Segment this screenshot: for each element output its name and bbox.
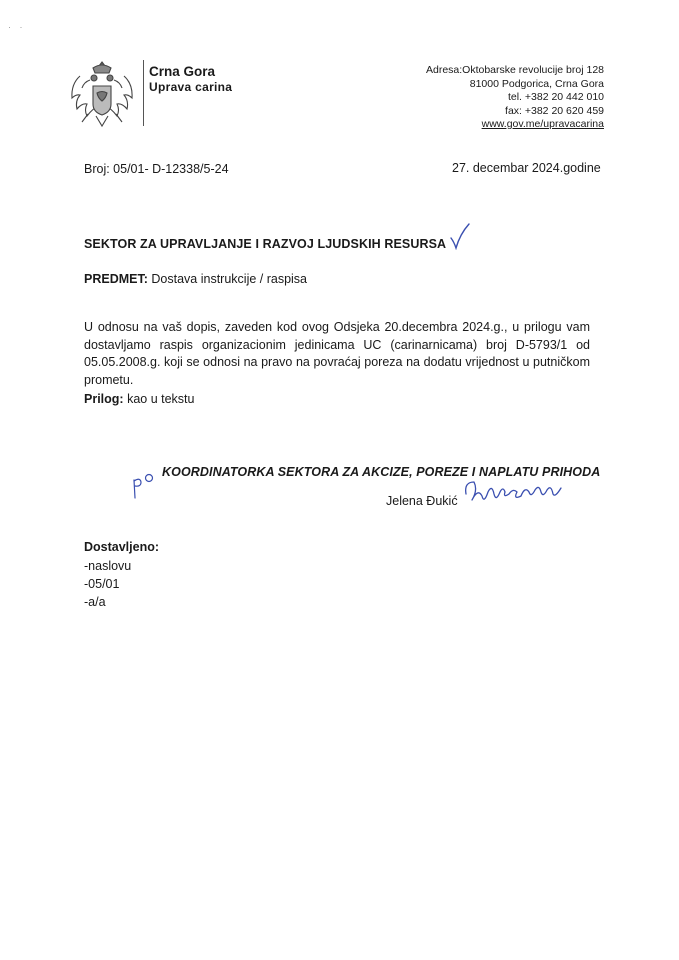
address-line: 81000 Podgorica, Crna Gora (469, 77, 604, 90)
recipient-heading: SEKTOR ZA UPRAVLJANJE I RAZVOJ LJUDSKIH RESURSA (84, 237, 447, 251)
website-link[interactable]: www.gov.me/upravacarina (481, 118, 604, 130)
address-block (426, 64, 604, 132)
subject-label: PREDMET: (84, 272, 148, 286)
address-line: Adresa:Oktobarske revolucije broj 128 (425, 64, 604, 76)
body-paragraph: U odnosu na vaš dopis, zaveden kod ovog Odsjeka 20.decembra 2024.g., u prilogu vam dostavljamo raspis organizacionim jedinicama UC (carinarnicama) broj D-5793/1 od 05.05.2008.g. koji se odnosi na pravo na povraćaj poreza na dodatu vrijednost u putničkom prometu. (84, 320, 590, 387)
list-item: -a/a (84, 595, 106, 609)
reference-number: Broj: 05/01- D-12338/5-24 (84, 162, 229, 176)
distribution-list (84, 557, 131, 611)
scan-marks: · · (8, 22, 26, 32)
org-name: Crna Gora (149, 64, 216, 79)
handwritten-po-mark (130, 470, 156, 500)
signatory-name: Jelena Đukić (386, 494, 458, 508)
list-item: -05/01 (84, 577, 120, 591)
attachment-line (84, 392, 194, 406)
document-date: 27. decembar 2024.godine (452, 161, 601, 175)
subject-line (84, 272, 307, 286)
signatory-title: KOORDINATORKA SEKTORA ZA AKCIZE, POREZE I NAPLATU PRIHODA (162, 465, 601, 479)
attachment-label: Prilog: (84, 392, 124, 406)
org-unit: Uprava carina (149, 80, 233, 94)
handwritten-signature (460, 476, 575, 510)
header-divider (143, 60, 144, 126)
fax-line: fax: +382 20 620 459 (505, 104, 604, 117)
subject-text: Dostava instrukcije / raspisa (151, 272, 308, 286)
attachment-text: kao u tekstu (127, 392, 195, 406)
list-item: -naslovu (84, 559, 132, 573)
coat-of-arms-icon (66, 58, 138, 130)
handwritten-check-icon (449, 222, 471, 250)
distribution-title: Dostavljeno: (84, 540, 160, 554)
phone-line: tel. +382 20 442 010 (507, 91, 604, 103)
